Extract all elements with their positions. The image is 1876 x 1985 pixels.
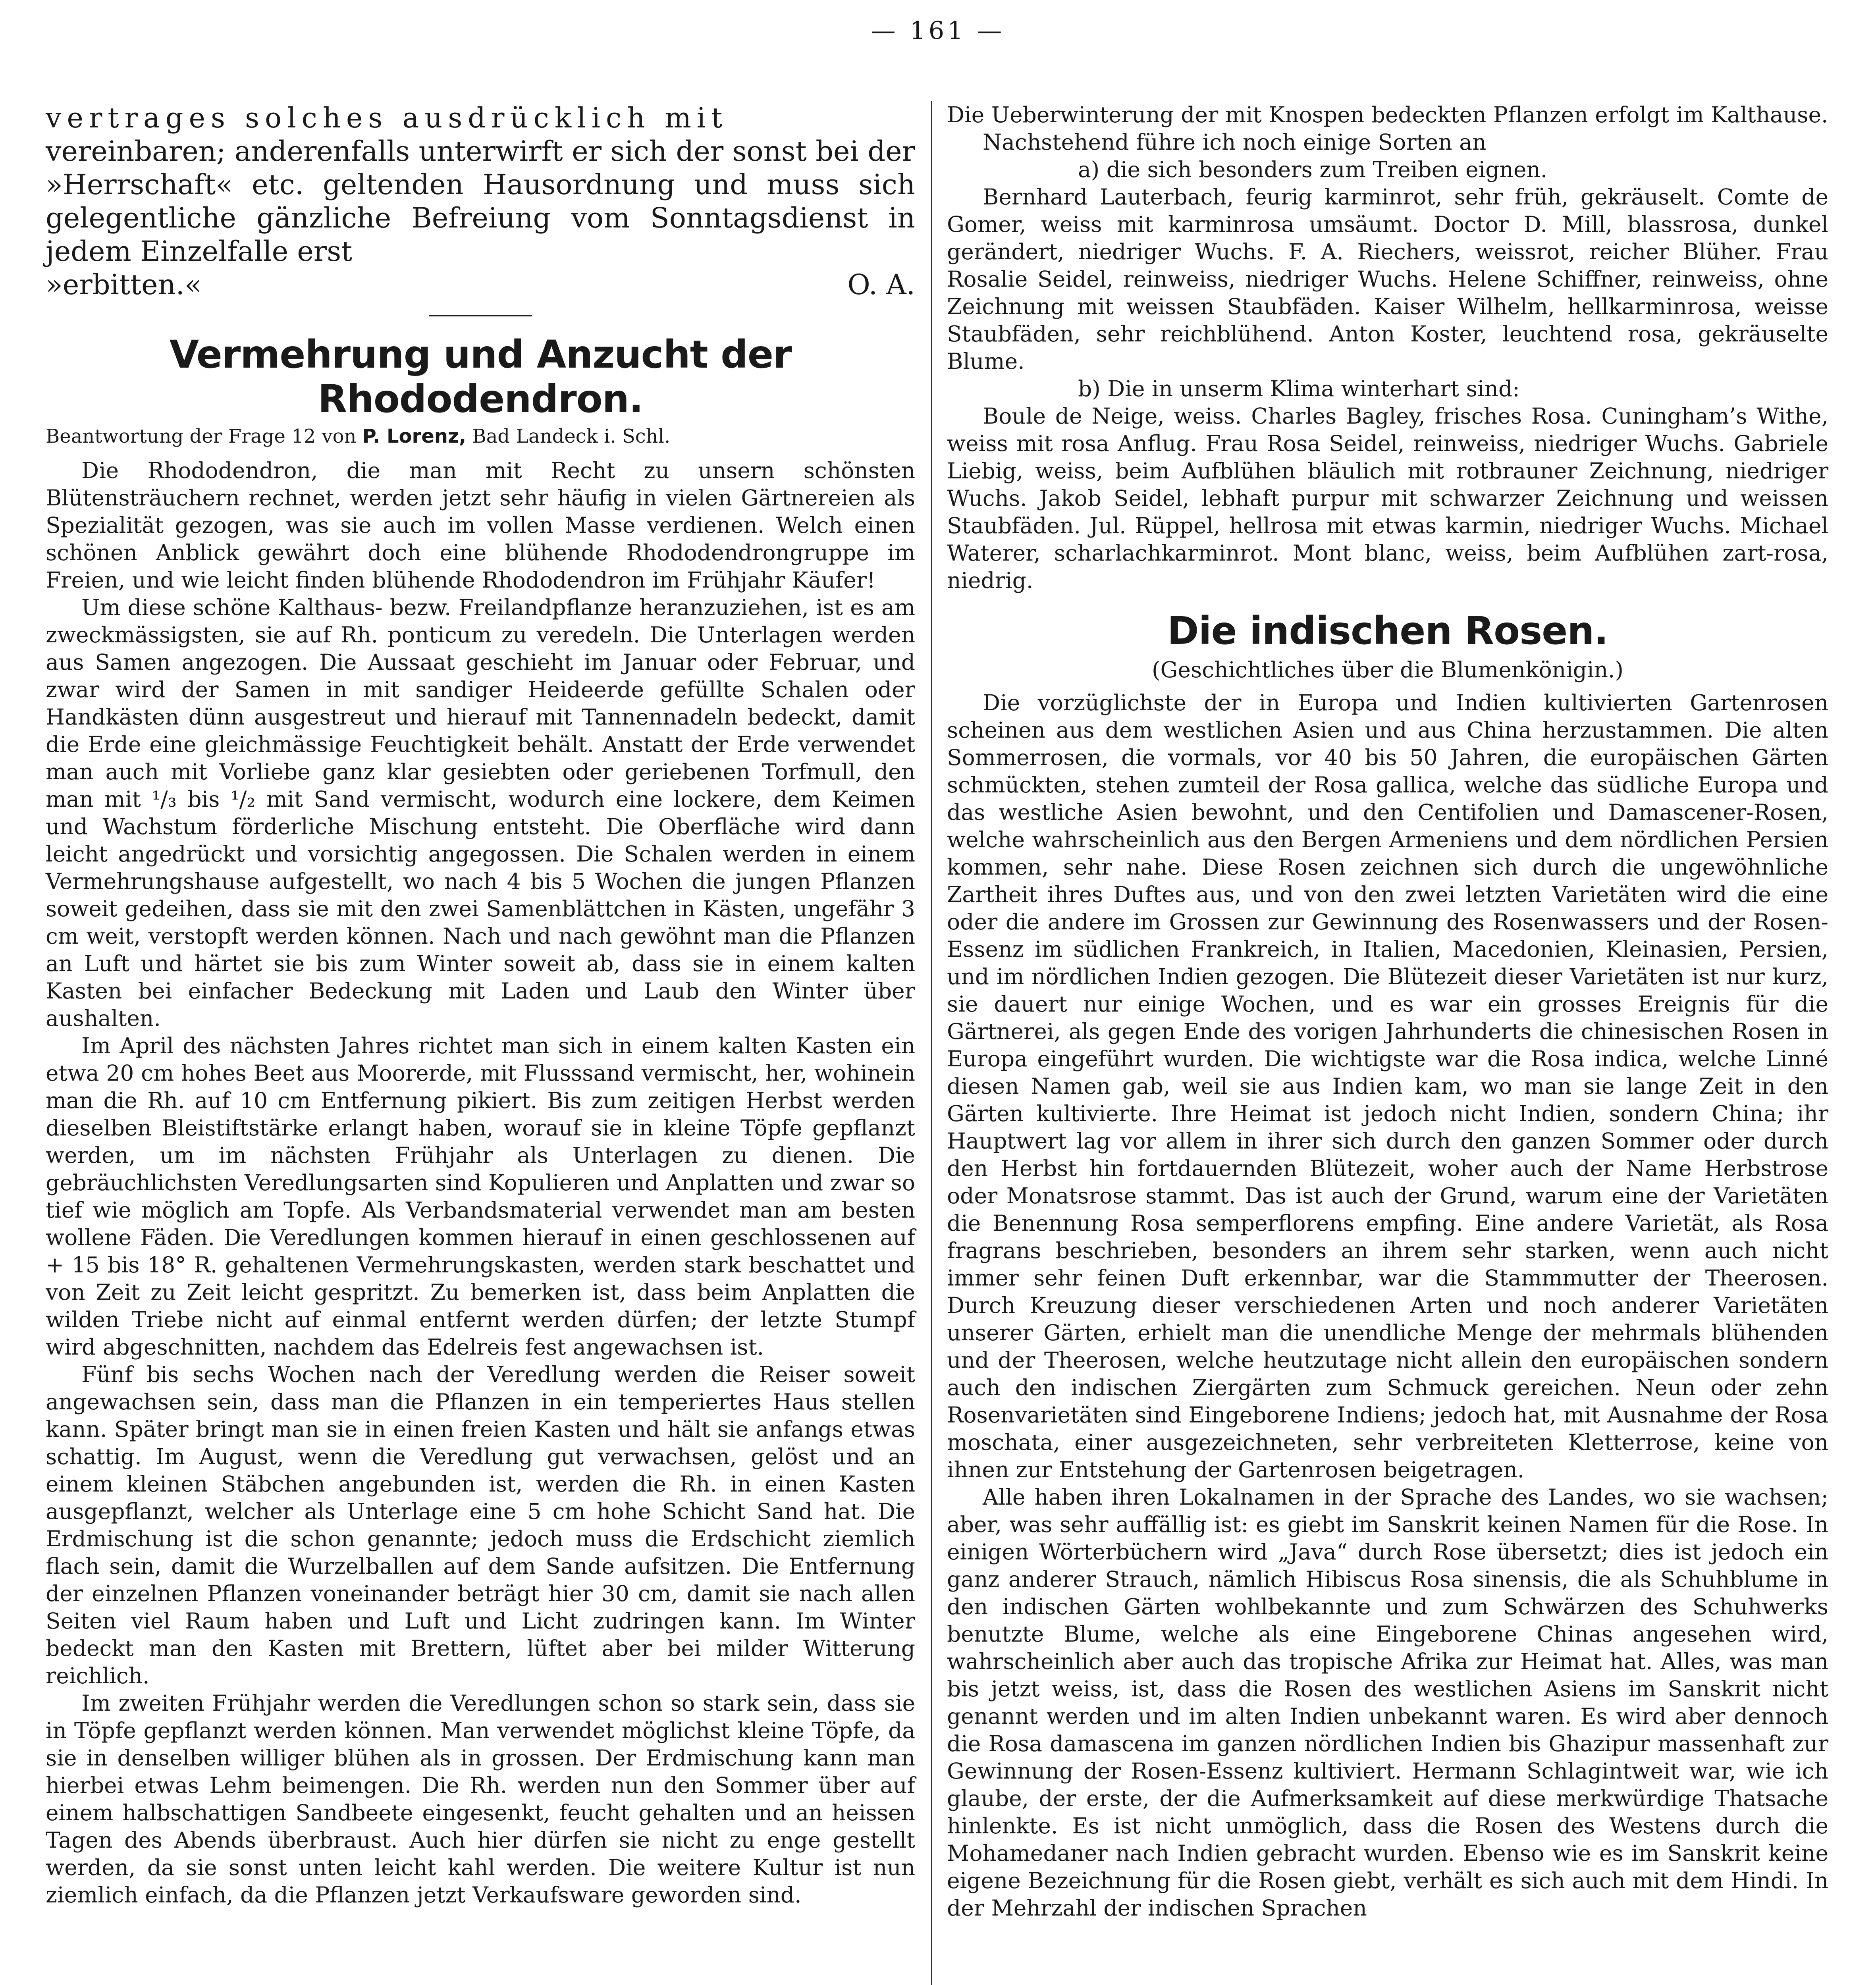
variety-list: Bernhard Lauterbach, feurig karminrot, sehr früh, gekräuselt. Comte de Gomer, weiss mit karminrosa umsäumt. Doctor D. Mill, blassrosa, dunkel gerändert, niedriger Wuchs. F. A. Riechers, weissrot, reicher Blüher. Frau Rosalie Seidel, reinweiss, niedriger Wuchs. Helene Schiffner, reinweiss, ohne Zeichnung mit weissen Staubfäden. Kaiser Wilhelm, hellkarminrosa, weisse Staubfäden, sehr reichblühend. Anton Koster, leuchtend rosa, gekräuselte Blume. [947, 184, 1828, 374]
paragraph: Im April des nächsten Jahres richtet man sich in einem kalten Kasten ein etwa 20 cm hohes Beet aus Moorerde, mit Flusssand vermischt, her, wohinein man die Rh. auf 10 cm Entfernung pikiert. Bis zum zeitigen Herbst werden dieselben Bleistiftstärke erlangt haben, worauf sie in kleine Töpfe gepflanzt werden, um im nächsten Frühjahr als Unterlagen zu dienen. Die gebräuchlichsten Veredlungsarten sind Kopulieren und Anplatten und zwar so tief wie möglich am Topfe. Als Verbandsmaterial verwendet man am besten wollene Fäden. Die Veredlungen kommen hierauf in einen geschlossenen auf + 15 bis 18° R. gehaltenen Vermehrungskasten, werden stark beschattet und von Zeit zu Zeit leicht gespritzt. Zu bemerken ist, dass beim Anplatten die wilden Triebe nicht auf einmal entfernt werden dürfen; der letzte Stumpf wird abgeschnitten, nachdem das Edelreis fest angewachsen ist. [46, 1033, 915, 1360]
intro-last-word: »erbitten.« [46, 268, 202, 301]
paragraph: Fünf bis sechs Wochen nach der Veredlung werden die Reiser soweit angewachsen sein, dass man die Pflanzen in ein temperiertes Haus stellen kann. Später bringt man sie in einen freien Kasten und hält sie anfangs etwas schattig. Im August, wenn die Veredlung gut verwachsen, gelöst und an einem kleinen Stäbchen angebunden ist, werden die Rh. in einen Kasten ausgepflanzt, welcher als Unterlage eine 5 cm hohe Schicht Sand hat. Die Erdmischung ist die schon genannte; jedoch muss die Erdschicht ziemlich flach sein, damit die Wurzelballen auf dem Sande aufsitzen. Die Entfernung der einzelnen Pflanzen voneinander beträgt hier 30 cm, damit sie nach allen Seiten viel Raum haben und Luft und Licht zudringen kann. Im Winter bedeckt man den Kasten mit Brettern, lüftet aber bei milder Witterung reichlich. [46, 1362, 915, 1688]
article-subtitle: (Geschichtliches über die Blumenkönigin.) [1152, 657, 1623, 682]
page-number: — 161 — [871, 16, 1005, 45]
right-column [947, 101, 1828, 1922]
section-divider [429, 315, 532, 316]
intro-first-line: vertrages solches ausdrücklich mit [46, 102, 728, 134]
list-heading: b) Die in unserm Klima winterhart sind: [1078, 376, 1520, 401]
list-heading: a) die sich besonders zum Treiben eignen. [1078, 157, 1548, 182]
left-column [46, 101, 915, 1909]
article-title: Die indischen Rosen. [1167, 609, 1608, 653]
signature: O. A. [847, 268, 915, 301]
intro-ending [46, 268, 915, 301]
paragraph: Die vorzüglichste der in Europa und Indien kultivierten Gartenrosen scheinen aus dem westlichen Asien und aus China herzustammen. Die alten Sommerrosen, die vormals, vor 40 bis 50 Jahren, die europäischen Gärten schmückten, stehen zumteil der Rosa gallica, welche das südliche Europa und das westliche Asien bewohnt, und den Centifolien und Damascener-Rosen, welche wahrscheinlich aus den Bergen Armeniens und dem nördlichen Persien kommen, sehr nahe. Diese Rosen zeichnen sich durch die ungewöhnliche Zartheit ihres Duftes aus, und von den zwei letzten Varietäten wird die eine oder die andere im Grossen zur Gewinnung des Rosenwassers und der Rosen-Essenz im südlichen Frankreich, in Italien, Macedonien, Kleinasien, Persien, und im nördlichen Indien gezogen. Die Blütezeit dieser Varietäten ist nur kurz, sie dauert nur einige Wochen, und es war ein grosses Ereignis für die Gärtnerei, als gegen Ende des vorigen Jahrhunderts die chinesischen Rosen in Europa eingeführt wurden. Die wichtigste war die Rosa indica, welche Linné diesen Namen gab, weil sie aus Indien kam, wo man sie lange Zeit in den Gärten kultivierte. Ihre Heimat ist jedoch nicht Indien, sondern China; ihr Hauptwert lag vor allem in ihrer sich durch den ganzen Sommer oder durch den Herbst hin fortdauernden Blütezeit, woher auch der Name Herbstrose oder Monatsrose stammt. Das ist auch der Grund, warum eine der Varietäten die Benennung Rosa semperflorens empfing. Eine andere Varietät, als Rosa fragrans beschrieben, besonders an ihrem sehr starken, wenn auch nicht immer sehr feinen Duft erkennbar, war die Stammmutter der Theerosen. Durch Kreuzung dieser verschiedenen Arten und noch anderer Varietäten unserer Gärten, erhielt man die unendliche Menge der mehrmals blühenden und der Theerosen, welche heutzutage nicht allein den europäischen sondern auch den indischen Ziergärten zum Schmuck gereichen. Neun oder zehn Rosenvarietäten sind Eingeborene Indiens; jedoch hat, mit Ausnahme der Rosa moschata, einer ausgezeichneten, sehr verbreiteten Kletterrose, keine von ihnen zur Entstehung der Gartenrosen beigetragen. [947, 690, 1828, 1482]
subtitle-prefix: Beantwortung der Frage 12 von [46, 425, 357, 447]
paragraph: Um diese schöne Kalthaus- bezw. Freilandpflanze heranzuziehen, ist es am zweckmässigsten, sie auf Rh. ponticum zu veredeln. Die Unterlagen werden aus Samen angezogen. Die Aussaat geschieht im Januar oder Februar, und zwar wird der Samen in mit sandiger Heideerde gefüllte Schalen oder Handkästen dünn ausgestreut und hierauf mit Tannennadeln bedeckt, damit die Erde eine gleichmässige Feuchtigkeit behält. Anstatt der Erde verwendet man auch mit Vorliebe ganz klar gesiebten oder geriebenen Torfmull, den man mit ¹/₃ bis ¹/₂ mit Sand vermischt, wodurch eine lockere, dem Keimen und Wachstum förderliche Mischung entsteht. Die Oberfläche wird dann leicht angedrückt und vorsichtig angegossen. Die Schalen werden in einem Vermehrungshause aufgestellt, wo nach 4 bis 5 Wochen die jungen Pflanzen soweit gedeihen, dass sie mit den zwei Samenblättchen in Kästen, ungefähr 3 cm weit, verstopft werden können. Nach und nach gewöhnt man die Pflanzen an Luft und härtet sie bis zum Winter soweit ab, dass sie in einem kalten Kasten bei einfacher Bedeckung mit Laden und Laub den Winter über aushalten. [46, 595, 915, 1031]
paragraph: Die Ueberwinterung der mit Knospen bedeckten Pflanzen erfolgt im Kalthause. [947, 102, 1828, 127]
intro-text: vereinbaren; anderenfalls unterwirft er sich der sonst bei der »Herrschaft« etc. geltenden Hausordnung und muss sich gelegentliche gänzliche Befreiung vom Sonntagsdienst in jedem Einzelfalle erst [46, 135, 915, 268]
paragraph: Die Rhododendron, die man mit Recht zu unsern schönsten Blütensträuchern rechnet, werden jetzt sehr häufig in vielen Gärtnereien als Spezialität gezogen, was sie auch im vollen Masse verdienen. Welch einen schönen Anblick gewährt doch eine blühende Rhododendrongruppe im Freien, und wie leicht finden blühende Rhododendron im Frühjahr Käufer! [46, 458, 915, 593]
variety-list: Boule de Neige, weiss. Charles Bagley, frisches Rosa. Cuningham’s Withe, weiss mit rosa Anflug. Frau Rosa Seidel, reinweiss, niedriger Wuchs. Gabriele Liebig, weiss, beim Aufblühen bläulich mit rotbrauner Zeichnung, niedriger Wuchs. Jakob Seidel, lebhaft purpur mit schwarzer Zeichnung und weissen Staubfäden. Jul. Rüppel, hellrosa mit etwas karmin, niedriger Wuchs. Michael Waterer, scharlachkarminrot. Mont blanc, weiss, beim Aufblühen zart-rosa, niedrig. [947, 403, 1828, 593]
subtitle-author: P. Lorenz, [362, 425, 467, 447]
article-title: Vermehrung und Anzucht der Rhododendron. [169, 332, 792, 421]
subtitle-place: Bad Landeck i. Schl. [472, 425, 671, 447]
spacer [947, 594, 1828, 609]
column-divider [931, 101, 932, 1985]
article-subtitle [46, 424, 915, 448]
paragraph: Alle haben ihren Lokalnamen in der Sprache des Landes, wo sie wachsen; aber, was sehr auffällig ist: es giebt im Sanskrit keinen Namen für die Rose. In einigen Wörterbüchern wird „Java“ durch Rose übersetzt; dies ist jedoch ein ganz anderer Strauch, nämlich Hibiscus Rosa sinensis, die als Schuhblume in den indischen Gärten wohlbekannte und zum Schwärzen des Schuhwerks benutzte Blume, welche als eine Eingeborene Chinas angesehen wird, wahrscheinlich aber auch das tropische Afrika zur Heimat hat. Alles, was man bis jetzt weiss, ist, dass die Rosen des westlichen Asiens im Sanskrit nicht genannt werden und im alten Indien unbekannt waren. Es wird aber dennoch die Rosa damascena im ganzen nördlichen Indien bis Ghazipur massenhaft zur Gewinnung der Rosen-Essenz kultiviert. Hermann Schlagintweit war, wie ich glaube, der erste, der die Aufmerksamkeit auf diese merkwürdige Thatsache hinlenkte. Es ist nicht unmöglich, dass die Rosen des Westens durch die Mohamedaner nach Indien gebracht wurden. Ebenso wie es im Sanskrit keine eigene Bezeichnung für die Rosen giebt, verhält es sich auch mit dem Hindi. In der Mehrzahl der indischen Sprachen [947, 1484, 1828, 1921]
paragraph: Im zweiten Frühjahr werden die Veredlungen schon so stark sein, dass sie in Töpfe gepflanzt werden können. Man verwendet möglichst kleine Töpfe, da sie in denselben williger blühen als in grossen. Der Erdmischung kann man hierbei etwas Lehm beimengen. Die Rh. werden nun den Sommer über auf einem halbschattigen Sandbeete eingesenkt, feucht gehalten und an heissen Tagen des Abends überbraust. Auch hier dürfen sie nicht zu enge gestellt werden, da sie sonst unten leicht kahl werden. Die weitere Kultur ist nun ziemlich einfach, da die Pflanzen jetzt Verkaufsware geworden sind. [46, 1690, 915, 1908]
paragraph: Nachstehend führe ich noch einige Sorten an [983, 129, 1487, 155]
